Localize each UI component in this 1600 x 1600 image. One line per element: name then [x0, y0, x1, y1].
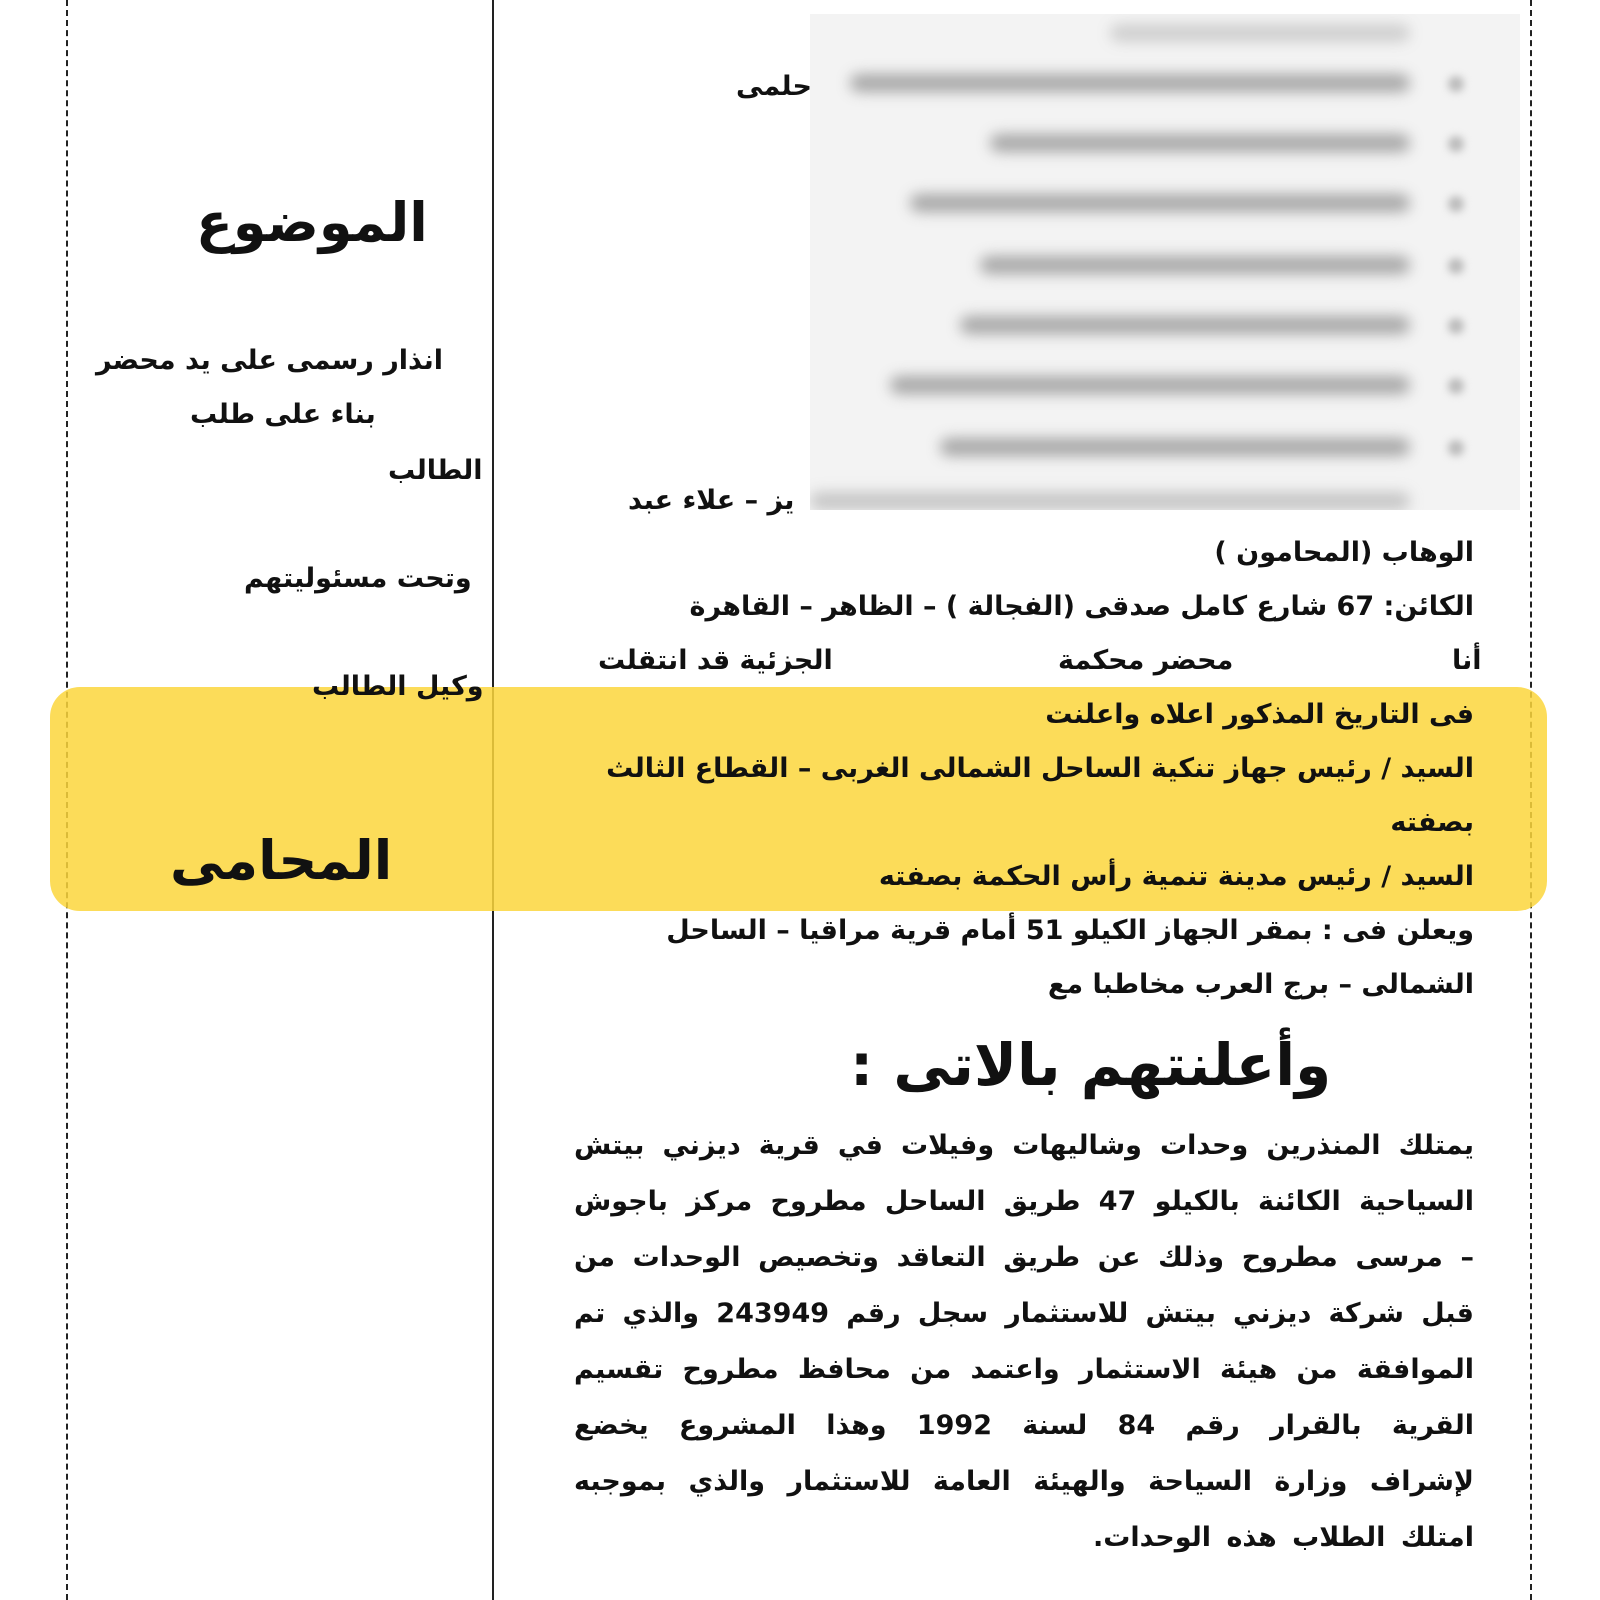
lawyers-line-end: يز – علاء عبد — [628, 485, 795, 516]
lawyer-title: المحامى — [170, 829, 393, 892]
notice-line-2: بناء على طلب — [190, 399, 376, 430]
lawyers-line-2: الوهاب (المحامون ) — [1214, 537, 1474, 568]
bailiff-court: محضر محكمة — [1058, 645, 1234, 676]
body-paragraph: يمتلك المنذرين وحدات وشاليهات وفيلات في قرية ديزني بيتش السياحية الكائنة بالكيلو 47 طريق الساحل مطروح مركز باجوش – مرسى مطروح وذلك عن طريق التعاقد وتخصيص الوحدات من قبل شركة ديزني بيتش للاستثمار سجل رقم 243949 والذي تم الموافقة من هيئة الاستثمار واعتمد من محافظ مطروح تقسيم القرية بالقرار رقم 84 لسنة 1992 وهذا المشروع يخضع لإشراف وزارة السياحة والهيئة العامة للاستثمار والذي بموجبه امتلك الطلاب هذه الوحدات. — [574, 1130, 1474, 1553]
announcement-heading: وأعلنتهم بالاتى : — [850, 1031, 1332, 1099]
requester-label: الطالب — [388, 455, 483, 486]
served-address-line-1: ويعلن فى : بمقر الجهاز الكيلو 51 أمام قرية مراقيا – الساحل — [666, 915, 1474, 946]
recipient-1-line: السيد / رئيس جهاز تنكية الساحل الشمالى الغربى – القطاع الثالث — [606, 753, 1474, 784]
notice-line-1: انذار رسمى على يد محضر — [96, 345, 443, 376]
redacted-names-block — [810, 14, 1520, 510]
served-address-line-2: الشمالى – برج العرب مخاطبا مع — [1047, 969, 1474, 1000]
bailiff-partial-court: الجزئية قد انتقلت — [598, 645, 833, 676]
subject-title: الموضوع — [196, 191, 428, 254]
served-date-line: فى التاريخ المذكور اعلاه واعلنت — [1045, 699, 1474, 730]
recipient-2-line: السيد / رئيس مدينة تنمية رأس الحكمة بصفته — [878, 861, 1474, 892]
recipient-1-capacity: بصفته — [1390, 807, 1474, 838]
responsibility-label: وتحت مسئوليتهم — [244, 563, 472, 594]
address-line: الكائن: 67 شارع كامل صدقى (الفجالة ) – الظاهر – القاهرة — [689, 591, 1474, 622]
agent-label: وكيل الطالب — [312, 671, 484, 702]
bailiff-ana: أنا — [1452, 645, 1482, 676]
name-fragment: حلمى — [736, 71, 812, 102]
